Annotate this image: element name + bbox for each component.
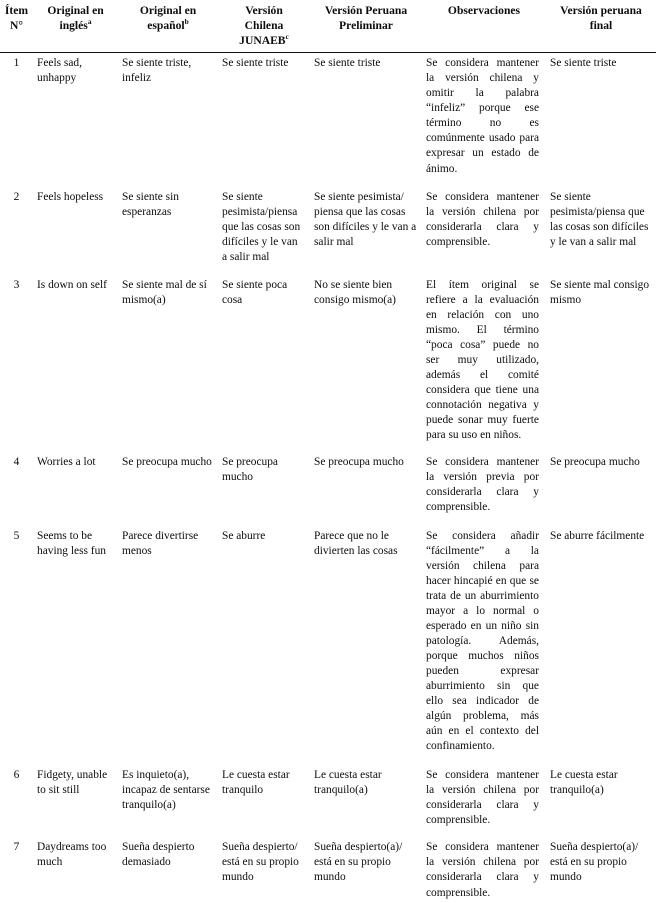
cell-chilean-version: Se siente triste — [222, 57, 289, 70]
table-row — [0, 452, 656, 525]
cell-original-english: Fidgety, unable to sit still — [37, 769, 108, 797]
cell-item-number: 2 — [13, 190, 20, 203]
cell-peruvian-preliminary: Se siente triste — [314, 57, 381, 70]
table-row — [0, 53, 656, 187]
cell-observations: Se considera mantener la versión chilena por considerarla clara y comprensible. — [426, 190, 539, 248]
cell-peruvian-final: Se siente pesimista/piensa que las cosas son difíciles y le van a salir mal — [550, 190, 649, 248]
cell-chilean-version: Se aburre — [222, 529, 266, 542]
cell-peruvian-final: Se aburre fácilmente — [550, 529, 645, 542]
table-row — [0, 765, 656, 837]
cell-peruvian-preliminary: Le cuesta estar tranquilo(a) — [314, 769, 382, 797]
column-header-chilean-version-line1: Versión — [245, 4, 283, 17]
cell-original-english: Daydreams too much — [37, 841, 107, 869]
cell-chilean-version: Le cuesta estar tranquilo — [222, 769, 290, 797]
cell-item-number: 4 — [13, 456, 20, 469]
column-header-observations-line1: Observaciones — [447, 4, 521, 17]
cell-item-number: 7 — [13, 841, 20, 854]
cell-peruvian-final: Se siente mal consigo mismo — [550, 278, 650, 306]
column-header-original-english-line2: inglés — [59, 19, 88, 33]
table-row — [0, 187, 656, 275]
column-header-original-spanish-line1: Original en — [139, 4, 197, 17]
cell-peruvian-final: Se preocupa mucho — [550, 456, 640, 469]
footnote-marker-a: a — [87, 17, 92, 27]
column-header-original-english-line1: Original en — [47, 4, 104, 17]
table-body — [0, 53, 656, 903]
cell-original-spanish: Se siente mal de sí mismo(a) — [122, 278, 207, 306]
table-row — [0, 837, 656, 902]
cell-peruvian-preliminary: Parece que no le divierten las cosas — [314, 529, 398, 557]
cell-observations: Se considera mantener la versión previa por considerarla clara y comprensible. — [426, 456, 539, 514]
column-header-peruvian-final-line1: Versión peruana — [560, 4, 642, 17]
cell-peruvian-final: Sueña despierto(a)/ está en su propio mundo — [550, 841, 639, 884]
column-header-original-english — [33, 0, 118, 53]
cell-peruvian-preliminary: Sueña despierto(a)/ está en su propio mundo — [314, 841, 403, 884]
column-header-item — [0, 0, 33, 53]
cell-item-number: 3 — [13, 278, 20, 291]
cell-original-spanish: Se siente triste, infeliz — [122, 57, 192, 85]
cell-original-english: Is down on self — [37, 278, 107, 291]
cell-peruvian-final: Se siente triste — [550, 57, 617, 70]
cell-observations: El ítem original se refiere a la evaluación en relación con uno mismo. El término “poca cosa” puede no ser muy utilizado, además el comité considera que tiene una connotación negativa y puede sonar muy fuerte para su uso en niños. — [426, 278, 539, 442]
cell-item-number: 5 — [13, 529, 20, 542]
column-header-peruvian-final-line2: final — [589, 19, 613, 33]
cell-original-english: Seems to be having less fun — [37, 529, 106, 557]
column-header-original-spanish — [118, 0, 218, 53]
cell-original-spanish: Se preocupa mucho — [122, 456, 212, 469]
cell-observations: Se considera mantener la versión chilena y omitir la palabra “infeliz” porque ese término no es comúnmente usado para expresar un estado de ánimo. — [426, 57, 539, 175]
cell-original-spanish: Es inquieto(a), incapaz de sentarse tranquilo(a) — [122, 769, 210, 812]
column-header-peruvian-preliminary-line2: Preliminar — [339, 19, 393, 33]
cell-original-english: Worries a lot — [37, 456, 96, 469]
cell-chilean-version: Se siente poca cosa — [222, 278, 288, 306]
cell-original-spanish: Sueña despierto demasiado — [122, 841, 195, 869]
column-header-observations — [422, 0, 546, 53]
cell-peruvian-preliminary: Se preocupa mucho — [314, 456, 404, 469]
column-header-chilean-version — [218, 0, 310, 53]
table-row — [0, 526, 656, 766]
column-header-peruvian-preliminary — [310, 0, 422, 53]
footnote-marker-c: c — [285, 32, 289, 42]
column-header-peruvian-preliminary-line1: Versión Peruana — [324, 4, 408, 17]
cell-original-spanish: Parece divertirse menos — [122, 529, 199, 557]
cell-peruvian-preliminary: No se siente bien consigo mismo(a) — [314, 278, 396, 306]
cell-item-number: 6 — [13, 769, 20, 782]
column-header-chilean-version-line2: Chilena — [244, 19, 284, 33]
cell-observations: Se considera mantener la versión chilena por considerarla clara y comprensible. — [426, 841, 539, 899]
cell-original-english: Feels sad, unhappy — [37, 57, 82, 85]
table-head — [0, 0, 656, 53]
cell-item-number: 1 — [13, 57, 20, 70]
column-header-item-line2: N° — [9, 19, 23, 33]
footnote-marker-b: b — [184, 17, 189, 27]
cell-observations: Se considera añadir “fácilmente” a la versión chilena para hacer hincapié en que se trata de un aburrimiento mayor a lo normal o esperado en un niño sin patología. Además, porque muchos niños pueden expresar aburrimiento sin que ello sea indicador de algún problema, más aún en el contexto del confinamiento. — [426, 529, 539, 753]
cell-chilean-version: Se preocupa mucho — [222, 456, 278, 484]
column-header-original-spanish-line2: español — [147, 19, 185, 33]
table-row — [0, 275, 656, 453]
table-header-row — [0, 0, 656, 53]
column-header-chilean-version-line3: JUNAEB — [239, 34, 286, 48]
cell-original-english: Feels hopeless — [37, 190, 104, 203]
cell-observations: Se considera mantener la versión chilena por considerarla clara y comprensible. — [426, 769, 539, 827]
column-header-peruvian-final — [546, 0, 656, 53]
cell-peruvian-preliminary: Se siente pesimista/ piensa que las cosas son difíciles y le van a salir mal — [314, 190, 417, 248]
column-header-item-line1: Ítem — [4, 4, 29, 17]
cell-chilean-version: Sueña despierto/ está en su propio mundo — [222, 841, 299, 884]
cell-peruvian-final: Le cuesta estar tranquilo(a) — [550, 769, 618, 797]
cell-chilean-version: Se siente pesimista/piensa que las cosas son difíciles y le van a salir mal — [222, 190, 301, 263]
cell-original-spanish: Se siente sin esperanzas — [122, 190, 179, 218]
